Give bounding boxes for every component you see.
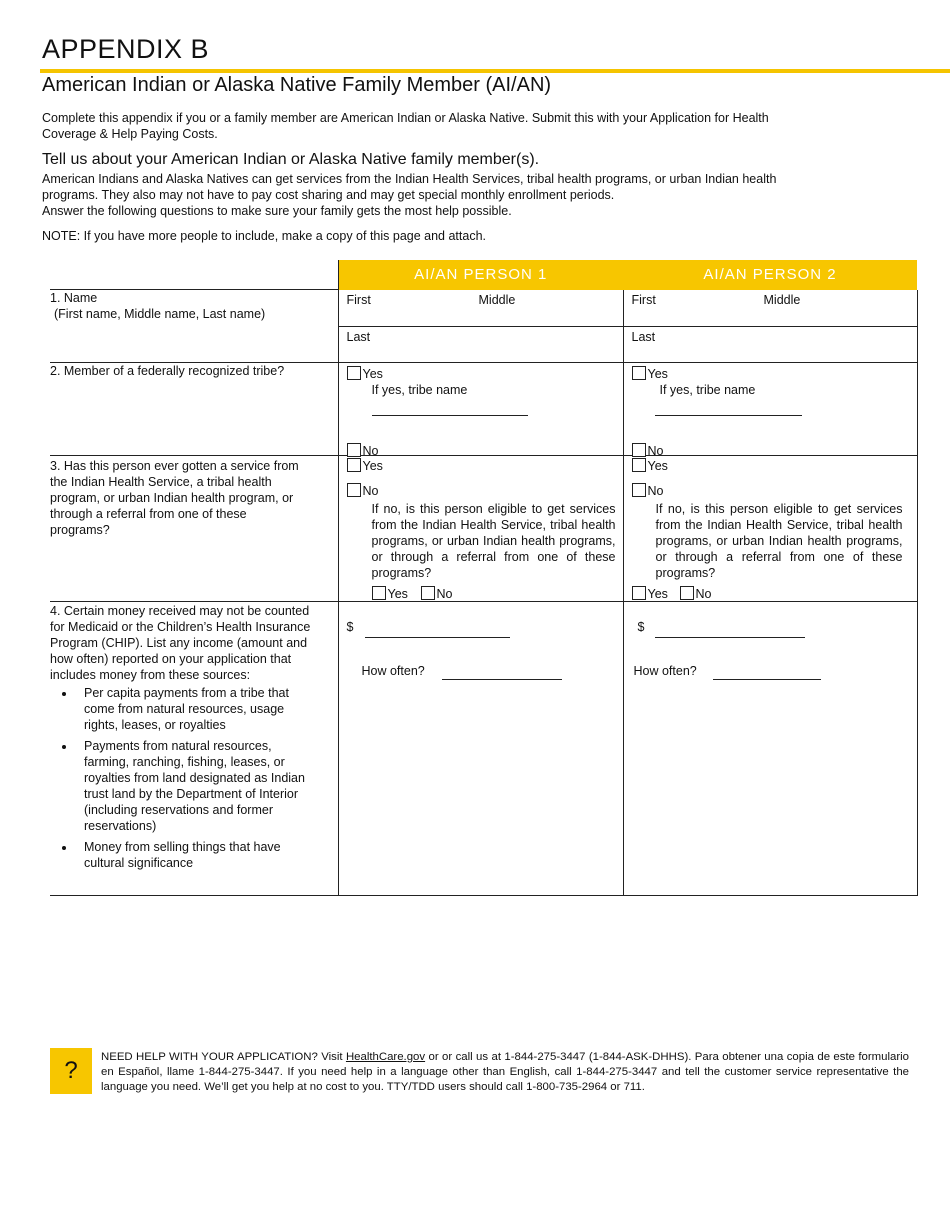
p1-ihs-no[interactable]	[347, 483, 379, 498]
p2-eligible-no[interactable]	[680, 586, 712, 601]
p1-tribe-yes-label: Yes	[362, 366, 383, 381]
p1-first-label: First	[346, 292, 371, 307]
p2-ihs-followup: If no, is this person eligible to get services from the Indian Health Service, tribal health programs, or urban Indian health programs, or through a referral from one of these programs?	[655, 501, 903, 580]
healthcare-gov-link[interactable]: HealthCare.gov	[345, 1051, 426, 1063]
p2-ihs-yes-label: Yes	[647, 458, 668, 473]
p1-tribe-name-field[interactable]	[372, 415, 528, 416]
p1-ihs-yes-checkbox[interactable]	[347, 458, 361, 472]
q4-label: 4. Certain money received may not be counted for Medicaid or the Children’s Health Insurance Program (CHIP). List any income (amount and how often) reported on your application that includes money from these sources:	[50, 603, 311, 682]
q2-label: 2. Member of a federally recognized tribe?	[50, 363, 285, 378]
title-rule	[40, 69, 950, 73]
person2-header: AI/AN PERSON 2	[623, 260, 917, 290]
p1-eligible-no-checkbox[interactable]	[421, 586, 435, 600]
p2-ihs-no-label: No	[647, 483, 664, 498]
q1-sublabel: (First name, Middle name, Last name)	[54, 307, 266, 321]
q3-label: 3. Has this person ever gotten a service from the Indian Health Service, a tribal health program, or urban Indian health program, or through a referral from one of these programs?	[50, 458, 299, 537]
q1-label: 1. Name	[50, 291, 98, 305]
p2-amount-field[interactable]	[655, 637, 805, 638]
p1-eligible-yes-label: Yes	[387, 586, 408, 601]
q2-label-cell	[50, 362, 338, 455]
p2-ihs-no-checkbox[interactable]	[632, 483, 646, 497]
p1-eligible-no[interactable]	[421, 586, 453, 601]
p2-ihs-cell	[623, 455, 917, 601]
p2-ihs-no[interactable]	[632, 483, 664, 498]
p1-tribe-name-label: If yes, tribe name	[371, 382, 468, 397]
p2-middle-label: Middle	[763, 292, 801, 307]
q4-label-cell	[50, 601, 338, 895]
p1-last-label: Last	[346, 329, 371, 344]
p1-name-first-middle[interactable]	[338, 290, 623, 327]
p1-tribe-yes[interactable]	[347, 366, 383, 381]
section-body-line-2: programs. They also may not have to pay cost sharing and may get special monthly enrollment periods.	[42, 188, 615, 202]
section-body-line-3: Answer the following questions to make sure your family gets the most help possible.	[42, 204, 512, 218]
p1-eligible-yes[interactable]	[372, 586, 408, 601]
intro-paragraph	[42, 110, 922, 142]
p2-tribe-yes-checkbox[interactable]	[632, 366, 646, 380]
p2-tribe-no-label: No	[647, 443, 664, 458]
p2-tribe-yes-label: Yes	[647, 366, 668, 381]
p1-income-cell	[338, 601, 623, 895]
help-text-details: or or call us at 1-844-275-3447 (1-844-ASK-DHHS). Para obtener una copia de este formulario en Español, llame 1-844-275-3447. If you need help in a language other than English, call 1-844-275-3447 and tell the customer service representative the language you need. We’ll get you help at no cost to you. TTY/TDD users should call 1-800-735-2964 or 711.	[101, 1051, 910, 1093]
p2-eligible-yes[interactable]	[632, 586, 668, 601]
header-spacer	[50, 260, 338, 290]
p1-eligible-no-label: No	[436, 586, 453, 601]
help-question-icon: ?	[50, 1048, 92, 1094]
page-subtitle: American Indian or Alaska Native Family Member (AI/AN)	[42, 74, 552, 96]
p2-tribe-yes[interactable]	[632, 366, 668, 381]
p1-tribe-yes-checkbox[interactable]	[347, 366, 361, 380]
p1-amount-field[interactable]	[365, 637, 510, 638]
aian-form-table	[50, 260, 918, 896]
q4-bullet-2: • Payments from natural resources, farming, ranching, fishing, leases, or royalties from land designated as Indian trust land by the Department of Interior (including reservations and former reservations)	[76, 738, 316, 834]
q3-label-cell	[50, 455, 338, 601]
p2-ihs-yes-checkbox[interactable]	[632, 458, 646, 472]
p1-how-often-field[interactable]	[442, 679, 562, 680]
p2-ihs-yes[interactable]	[632, 458, 668, 473]
q4-bullet-3: • Money from selling things that have cultural significance	[76, 839, 316, 871]
p2-how-often-label: How often?	[633, 663, 697, 678]
intro-line-1: Complete this appendix if you or a family member are American Indian or Alaska Native. Submit this with your Application for Health	[42, 111, 769, 125]
section-body-line-1: American Indians and Alaska Natives can get services from the Indian Health Services, tribal health programs, or urban Indian health	[42, 172, 777, 186]
p2-eligible-yes-label: Yes	[647, 586, 668, 601]
p1-name-last[interactable]	[338, 326, 623, 362]
p1-ihs-no-label: No	[362, 483, 379, 498]
p2-name-last[interactable]	[623, 326, 917, 362]
p1-ihs-cell	[338, 455, 623, 601]
section-body	[42, 171, 922, 219]
p2-last-label: Last	[631, 329, 656, 344]
p2-tribe-cell	[623, 362, 917, 458]
q4-bullet-1: • Per capita payments from a tribe that come from natural resources, usage rights, leases, or royalties	[76, 685, 316, 733]
help-text	[101, 1050, 909, 1095]
intro-line-2: Coverage & Help Paying Costs.	[42, 127, 218, 141]
p1-tribe-no-label: No	[362, 443, 379, 458]
p1-middle-label: Middle	[478, 292, 516, 307]
q1-label-cell	[50, 290, 338, 363]
p2-eligible-no-label: No	[695, 586, 712, 601]
p1-eligible-yes-checkbox[interactable]	[372, 586, 386, 600]
section-heading: Tell us about your American Indian or Alaska Native family member(s).	[42, 151, 540, 168]
p2-name-first-middle[interactable]	[623, 290, 917, 327]
p1-ihs-yes[interactable]	[347, 458, 383, 473]
p2-tribe-name-label: If yes, tribe name	[659, 382, 756, 397]
p1-ihs-yes-label: Yes	[362, 458, 383, 473]
p1-ihs-followup: If no, is this person eligible to get services from the Indian Health Service, tribal health programs, or urban Indian health programs, or through a referral from one of these programs?	[371, 501, 616, 580]
p1-dollar-sign: $	[346, 619, 354, 634]
p1-ihs-no-checkbox[interactable]	[347, 483, 361, 497]
p2-tribe-name-field[interactable]	[655, 415, 802, 416]
p1-tribe-cell	[338, 362, 623, 458]
page-title: APPENDIX B	[42, 34, 210, 64]
p2-eligible-no-checkbox[interactable]	[680, 586, 694, 600]
p2-first-label: First	[631, 292, 656, 307]
p2-how-often-field[interactable]	[713, 679, 821, 680]
help-text-intro: NEED HELP WITH YOUR APPLICATION? Visit	[101, 1051, 346, 1063]
p2-eligible-yes-checkbox[interactable]	[632, 586, 646, 600]
q4-bullet-list	[50, 685, 316, 871]
p1-how-often-label: How often?	[361, 663, 425, 678]
p2-dollar-sign: $	[637, 619, 645, 634]
note-text: NOTE: If you have more people to include, make a copy of this page and attach.	[42, 229, 487, 243]
person1-header: AI/AN PERSON 1	[338, 260, 623, 290]
p2-income-cell	[623, 601, 917, 895]
